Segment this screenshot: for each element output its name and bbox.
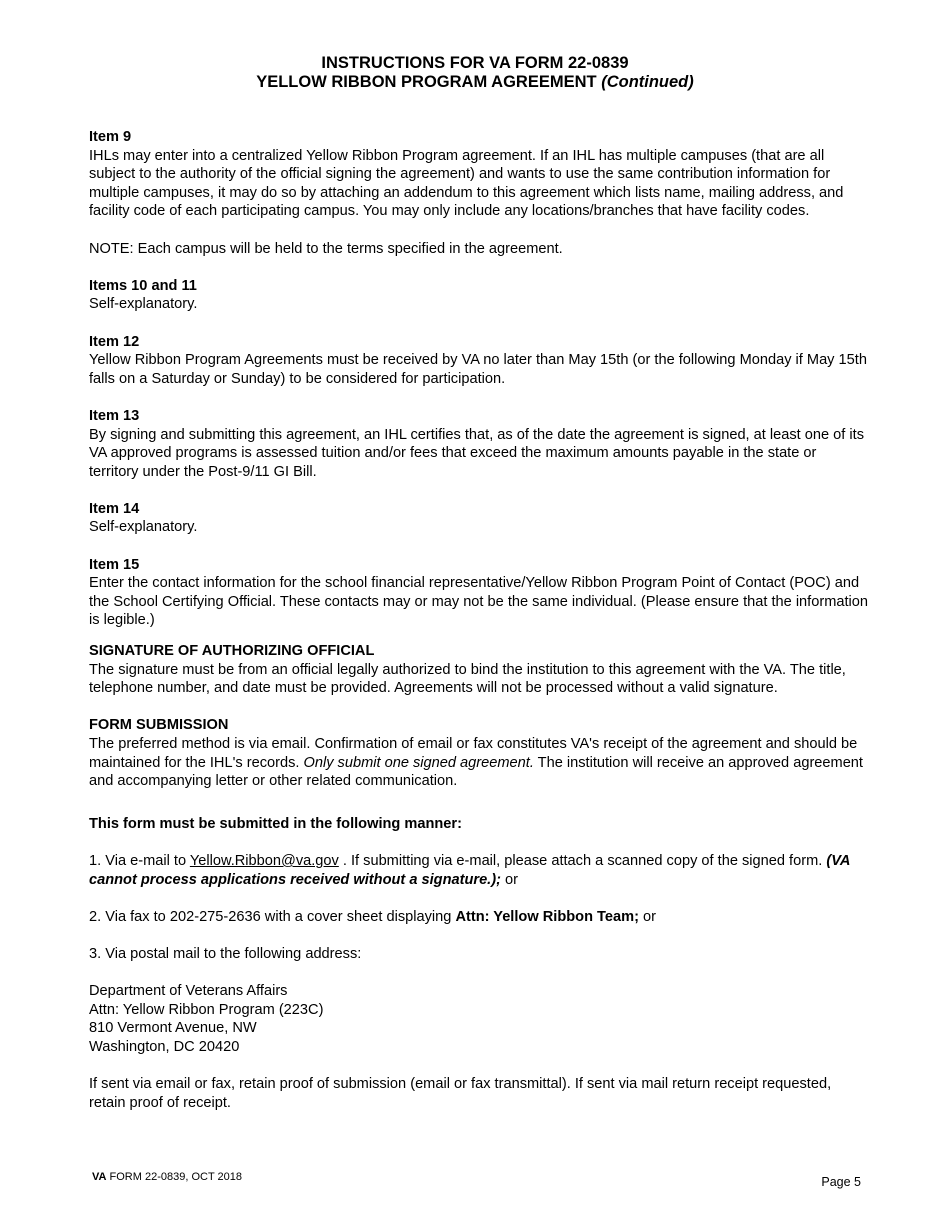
submission-manner bbox=[89, 815, 869, 834]
item-13-heading: Item 13 bbox=[89, 407, 140, 424]
signature-heading: SIGNATURE OF AUTHORIZING OFFICIAL bbox=[89, 643, 375, 660]
item-12-heading: Item 12 bbox=[89, 333, 140, 350]
option-email-suffix: or bbox=[500, 871, 518, 888]
section-item-9 bbox=[89, 128, 869, 221]
submission-option-email bbox=[89, 852, 869, 889]
submission-text-part-2: The institution will receive an approved agreement and accompanying letter or other related communication. bbox=[89, 754, 863, 790]
item-9-text: IHLs may enter into a centralized Yellow Ribbon Program agreement. If an IHL has multiple campuses (that are all subject to the authority of the official signing the agreement) and wants to use the same contribution information for multiple campuses, it may do so by attaching an addendum to this agreement which lists name, mailing address, and facility code of each participating campus. You may only include any locations/branches that have facility codes. bbox=[89, 147, 844, 220]
option-fax-text bbox=[89, 908, 869, 927]
submission-manner-heading: This form must be submitted in the following manner: bbox=[89, 815, 462, 832]
signature-text: The signature must be from an official legally authorized to bind the institution to this agreement with the VA. The title, telephone number, and date must be provided. Agreements will not be processed without a valid signature. bbox=[89, 661, 846, 697]
form-id-footer bbox=[92, 1171, 242, 1183]
instructions-body bbox=[89, 128, 869, 1131]
section-items-10-11 bbox=[89, 277, 869, 314]
section-item-14 bbox=[89, 500, 869, 537]
title-continued: (Continued) bbox=[601, 73, 694, 91]
item-14-heading: Item 14 bbox=[89, 500, 140, 517]
submission-text-italic: Only submit one signed agreement. bbox=[303, 754, 534, 771]
address-line-1: Department of Veterans Affairs bbox=[89, 983, 288, 1000]
section-item-15 bbox=[89, 556, 869, 630]
items-10-11-heading: Items 10 and 11 bbox=[89, 277, 197, 294]
item-15-text: Enter the contact information for the school financial representative/Yellow Ribbon Program Point of Contact (POC) and the School Certifying Official. These contacts may or may not be the same individual. (Please ensure that the information is legible.) bbox=[89, 575, 869, 629]
section-signature bbox=[89, 642, 869, 698]
email-link[interactable]: Yellow.Ribbon@va.gov bbox=[189, 852, 339, 869]
form-submission-text bbox=[89, 735, 869, 791]
option-fax-attn: Attn: Yellow Ribbon Team; bbox=[455, 908, 639, 925]
address-line-2: Attn: Yellow Ribbon Program (223C) bbox=[89, 1001, 324, 1018]
address-line-3: 810 Vermont Avenue, NW bbox=[89, 1020, 257, 1037]
page-title bbox=[0, 54, 950, 92]
retain-proof-text: If sent via email or fax, retain proof of submission (email or fax transmittal). If sent via mail return receipt requested, retain proof of receipt. bbox=[89, 1076, 832, 1111]
option-fax-prefix: 2. Via fax to 202-275-2636 with a cover sheet displaying bbox=[89, 908, 456, 925]
retain-proof-note bbox=[89, 1075, 869, 1112]
form-id-text: FORM 22-0839, OCT 2018 bbox=[106, 1171, 242, 1183]
option-email-warning: (VA cannot process applications received without a signature.); bbox=[89, 852, 850, 888]
section-form-submission bbox=[89, 716, 869, 790]
item-14-text: Self-explanatory. bbox=[89, 519, 198, 536]
title-line-2-text: YELLOW RIBBON PROGRAM AGREEMENT bbox=[256, 73, 597, 91]
option-email-instructions: . If submitting via e-mail, please attach a scanned copy of the signed form. bbox=[338, 852, 827, 869]
item-13-text: By signing and submitting this agreement, an IHL certifies that, as of the date the agreement is signed, at least one of its VA approved programs is assessed tuition and/or fees that exceed the maximum amounts payable in the state or territory under the Post-9/11 GI Bill. bbox=[89, 426, 864, 480]
item-9-note-text: NOTE: Each campus will be held to the terms specified in the agreement. bbox=[89, 240, 563, 257]
items-10-11-text: Self-explanatory. bbox=[89, 296, 198, 313]
option-email-text bbox=[89, 852, 869, 889]
section-item-13 bbox=[89, 407, 869, 481]
item-9-note bbox=[89, 240, 869, 259]
mailing-address bbox=[89, 982, 869, 1056]
option-mail-text: 3. Via postal mail to the following address: bbox=[89, 945, 362, 962]
item-15-heading: Item 15 bbox=[89, 556, 140, 573]
submission-option-fax bbox=[89, 908, 869, 927]
option-email-prefix: 1. Via e-mail to bbox=[89, 852, 190, 869]
form-id-prefix: VA bbox=[92, 1171, 107, 1183]
address-line-4: Washington, DC 20420 bbox=[89, 1038, 240, 1055]
submission-text-part-1: The preferred method is via email. Confirmation of email or fax constitutes VA's receipt of the agreement and should be maintained for the IHL's records. bbox=[89, 736, 858, 771]
option-fax-suffix: or bbox=[638, 908, 656, 925]
item-12-text: Yellow Ribbon Program Agreements must be received by VA no later than May 15th (or the following Monday if May 15th falls on a Saturday or Sunday) to be considered for participation. bbox=[89, 352, 867, 387]
form-submission-heading: FORM SUBMISSION bbox=[89, 717, 229, 734]
title-line-2 bbox=[0, 73, 950, 92]
item-9-heading: Item 9 bbox=[89, 129, 132, 145]
section-item-12 bbox=[89, 333, 869, 389]
page-number: Page 5 bbox=[821, 1175, 861, 1189]
submission-option-mail bbox=[89, 945, 869, 964]
title-line-1: INSTRUCTIONS FOR VA FORM 22-0839 bbox=[321, 54, 629, 72]
